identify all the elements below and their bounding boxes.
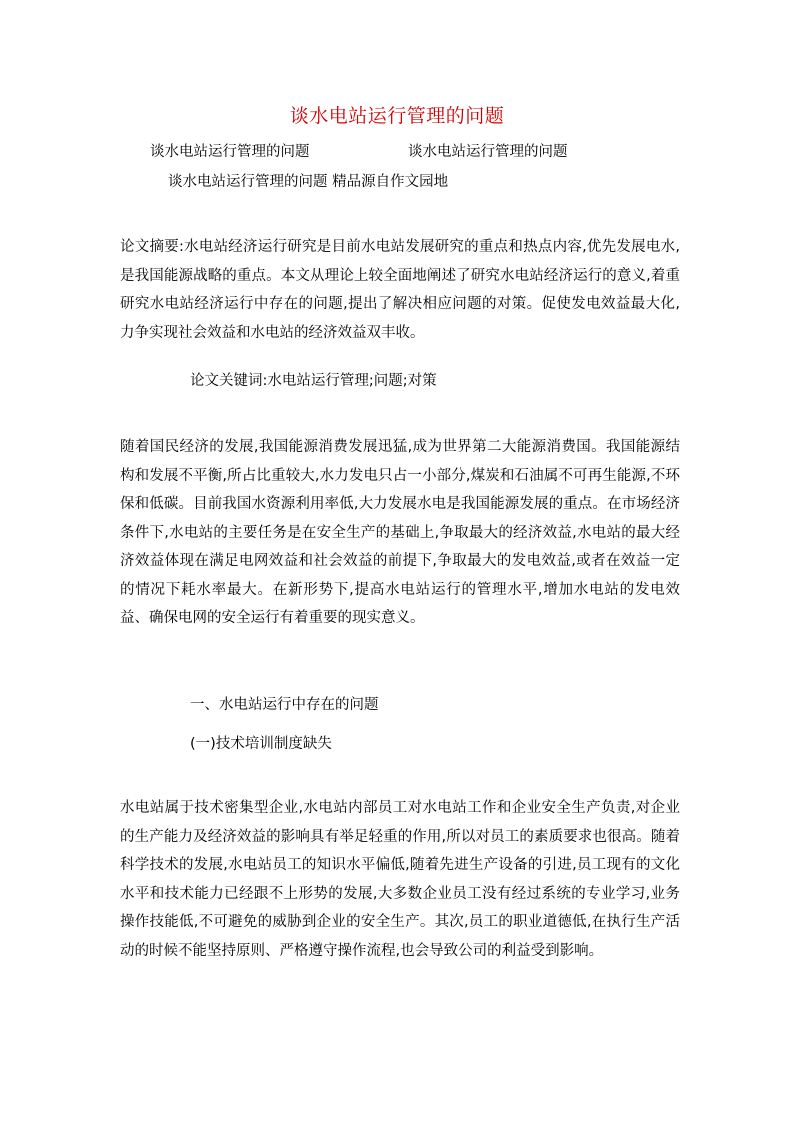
section-1-body: 水电站属于技术密集型企业,水电站内部员工对水电站工作和企业安全生产负责,对企业的生产能力及经济效益的影响具有举足轻重的作用,所以对员工的素质要求也很高。随着科学技术的发展,水电站员工的知识水平偏低,随着先进生产设备的引进,员工现有的文化水平和技术能力已经跟不上形势的发展,大多数企业员工没有经过系统的专业学习,业务操作技能低,不可避免的威胁到企业的安全生产。其次,员工的职业道德低,在执行生产活动的时候不能坚持原则、严格遵守操作流程,也会导致公司的利益受到影响。	[120, 800, 680, 959]
subtitle-line-1a: 谈水电站运行管理的问题	[150, 144, 310, 160]
subtitle-line-2: 谈水电站运行管理的问题 精品源自作文园地	[168, 174, 449, 190]
section-1-subheading: (一)技术培训制度缺失	[190, 736, 332, 752]
document-title: 谈水电站运行管理的问题	[289, 105, 505, 127]
subtitle-line-1b: 谈水电站运行管理的问题	[408, 144, 568, 160]
section-1-heading: 一、水电站运行中存在的问题	[190, 697, 379, 713]
abstract-paragraph: 论文摘要:水电站经济运行研究是目前水电站发展研究的重点和热点内容,优先发展电水,是我国能源战略的重点。本文从理论上较全面地阐述了研究水电站经济运行的意义,着重研究水电站经济运行中存在的问题,提出了解决相应问题的对策。促使发电效益最大化,力争实现社会效益和水电站的经济效益双丰收。	[120, 239, 680, 341]
keywords-line: 论文关键词:水电站运行管理;问题;对策	[190, 373, 437, 389]
intro-paragraph: 随着国民经济的发展,我国能源消费发展迅猛,成为世界第二大能源消费国。我国能源结构和发展不平衡,所占比重较大,水力发电只占一小部分,煤炭和石油属不可再生能源,不环保和低碳。目前我国水资源利用率低,大力发展水电是我国能源发展的重点。在市场经济条件下,水电站的主要任务是在安全生产的基础上,争取最大的经济效益,水电站的最大经济效益体现在满足电网效益和社会效益的前提下,争取最大的发电效益,或者在效益一定的情况下耗水率最大。在新形势下,提高水电站运行的管理水平,增加水电站的发电效益、确保电网的安全运行有着重要的现实意义。	[120, 439, 680, 626]
